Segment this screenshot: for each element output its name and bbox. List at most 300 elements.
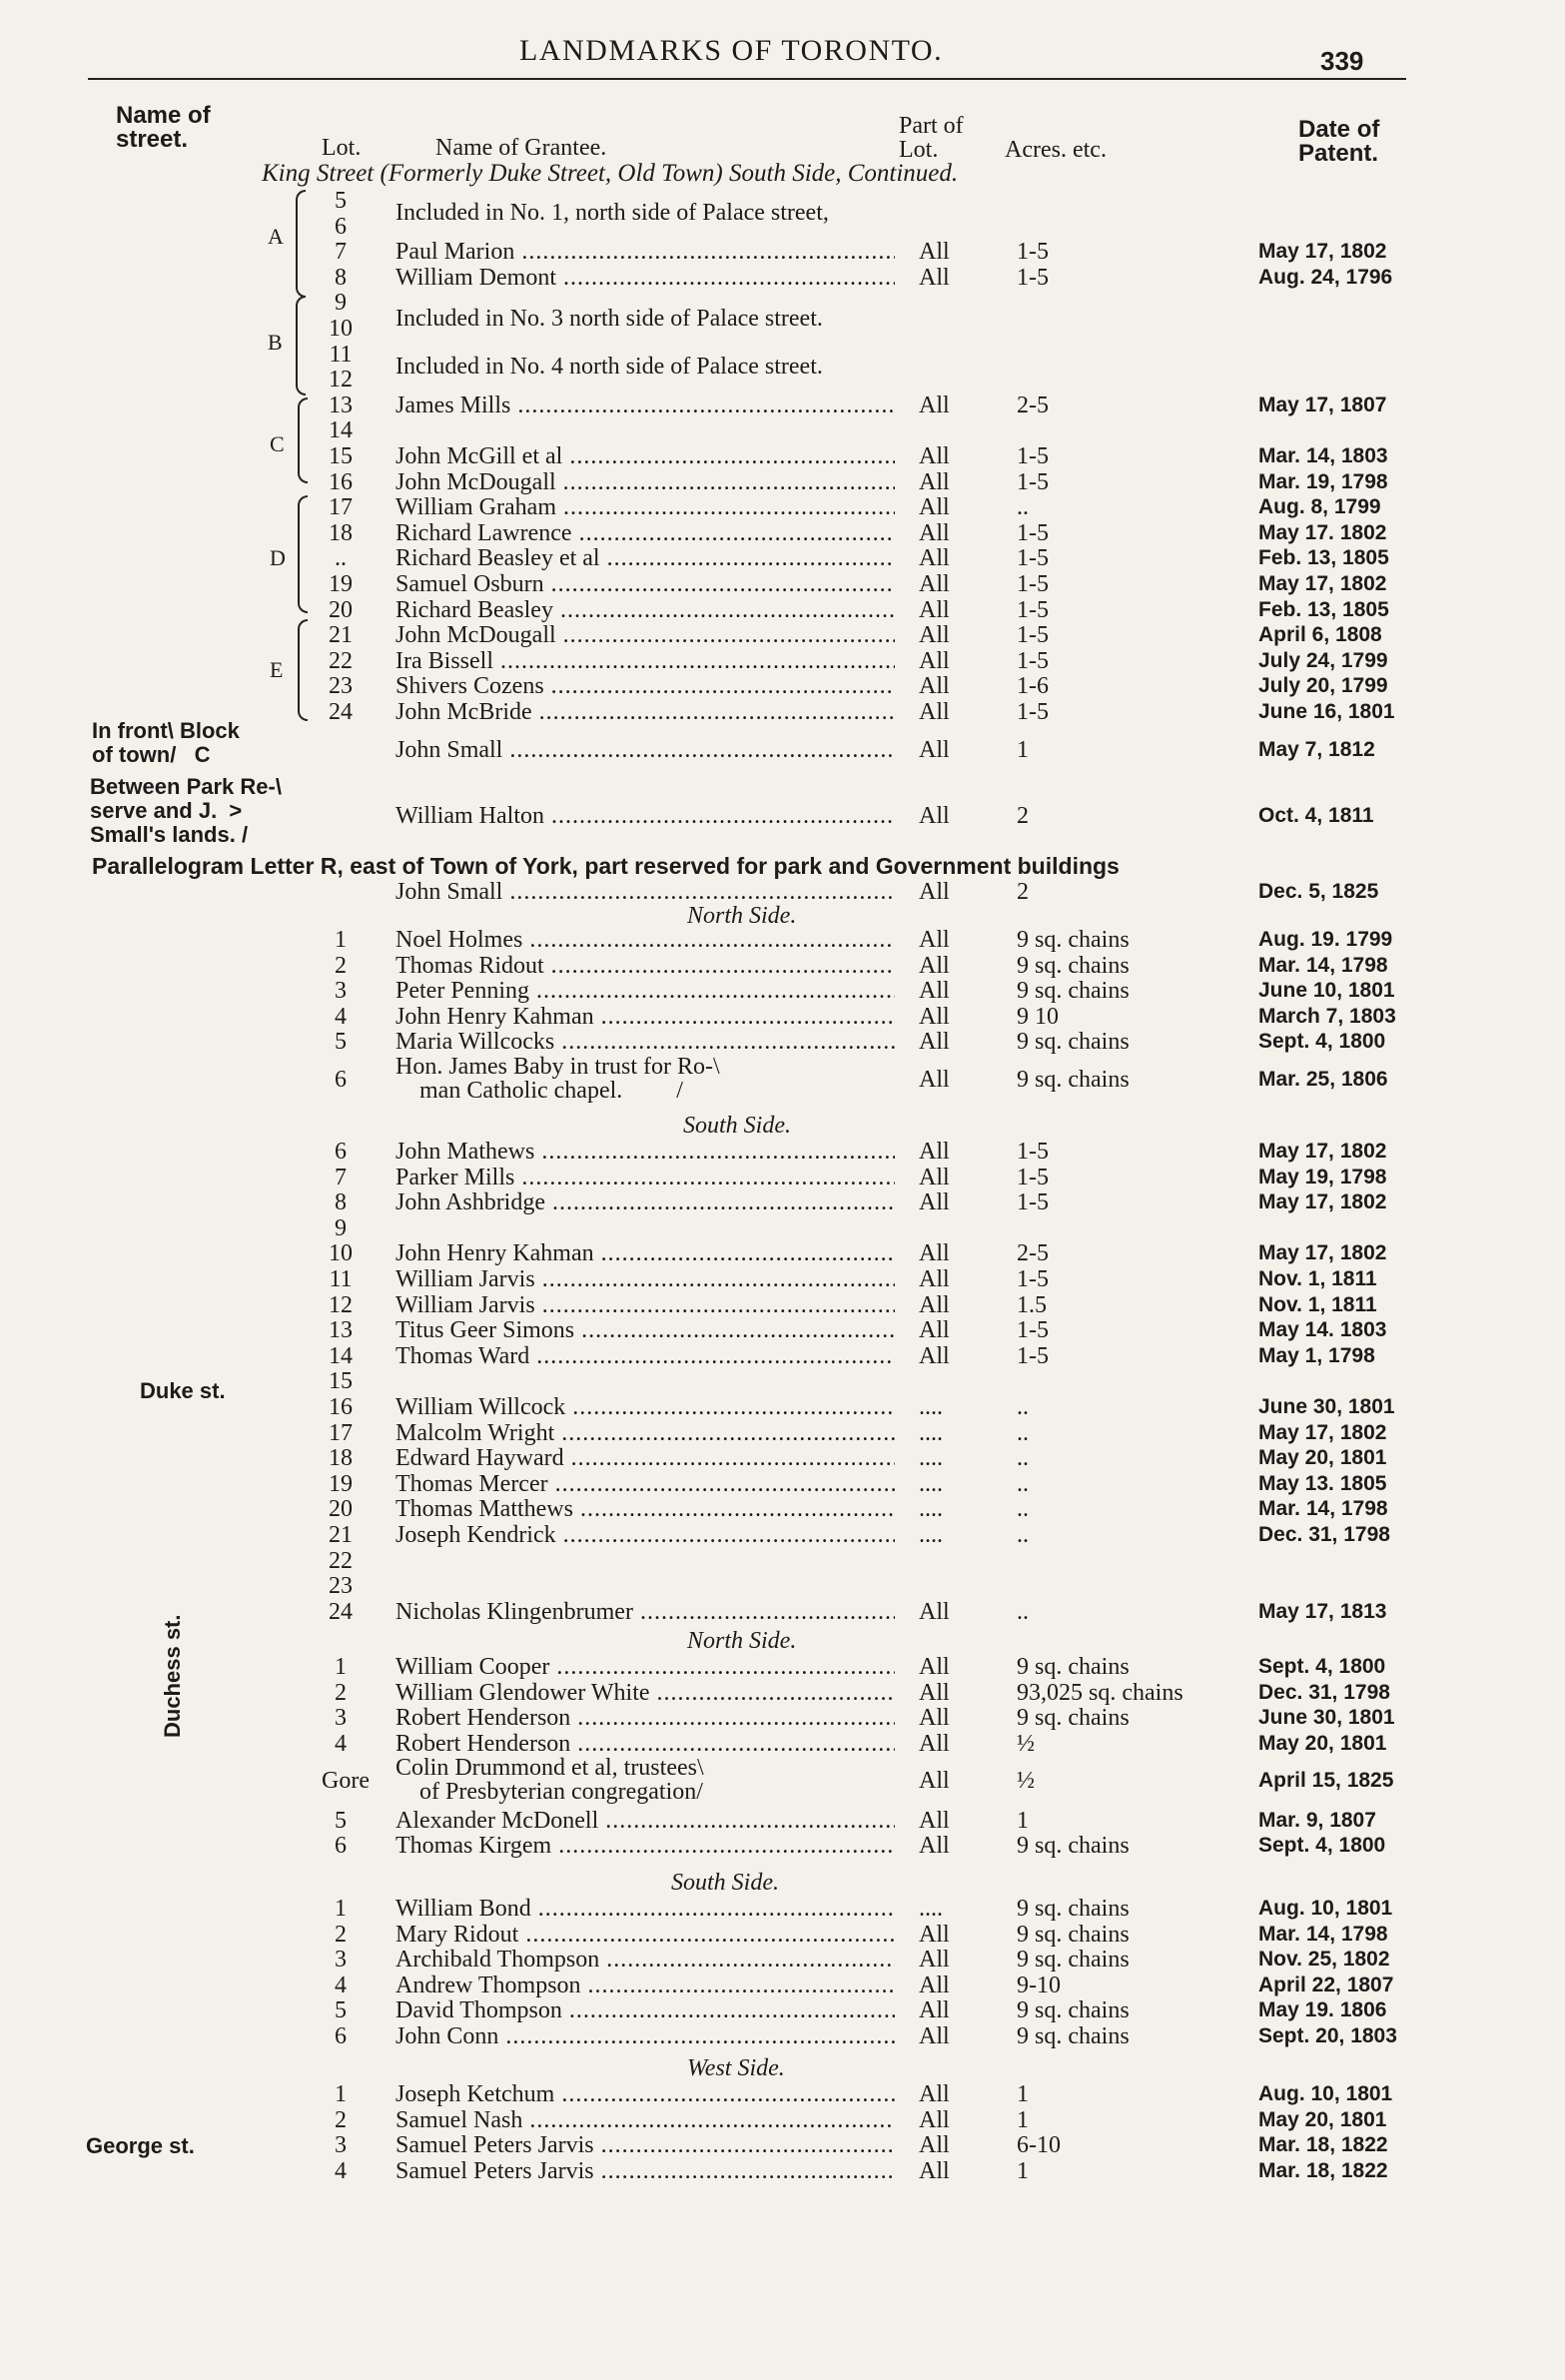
acres: 9 sq. chains	[1017, 1921, 1130, 1948]
part-of-lot: All	[919, 2023, 950, 2049]
acres: ..	[1017, 1470, 1029, 1497]
table-row	[0, 673, 1565, 699]
lot-number: 23	[329, 1573, 353, 1600]
block-letter-d: D	[270, 545, 286, 570]
part-of-lot: ....	[919, 1522, 943, 1548]
part-of-lot: All	[919, 596, 950, 623]
col-lot: Lot.	[322, 135, 362, 161]
lot-number: 22	[329, 647, 353, 674]
grantee-name: William Jarvis .....	[395, 1266, 895, 1292]
lot-number: 5	[335, 188, 347, 214]
lot-number: 15	[329, 1368, 353, 1395]
table-row	[0, 2158, 1565, 2184]
grantee-name: Joseph Kendrick .....	[395, 1522, 895, 1548]
part-of-lot: ....	[919, 1896, 943, 1922]
patent-date: April 15, 1825	[1258, 1769, 1394, 1793]
grantee-name: John Conn .....	[395, 2023, 895, 2049]
patent-date: Mar. 14, 1798	[1258, 953, 1388, 977]
col-date-of-patent: Date of Patent.	[1298, 116, 1380, 167]
patent-date: June 30, 1801	[1258, 1395, 1395, 1418]
patent-date: Mar. 9, 1807	[1258, 1808, 1376, 1832]
acres: 9 sq. chains	[1017, 1067, 1130, 1093]
table-row	[0, 2081, 1565, 2107]
part-of-lot: All	[919, 1947, 950, 1974]
lot-number: 17	[329, 1419, 353, 1446]
patent-date: Sept. 4, 1800	[1258, 1834, 1386, 1858]
lot-number: 3	[335, 2132, 347, 2159]
block-letter-b: B	[268, 330, 283, 355]
subhead-west-side: West Side.	[687, 2055, 785, 2081]
acres: 1	[1017, 737, 1029, 763]
grantee-name: William Willcock .....	[395, 1394, 895, 1420]
table-row	[0, 1394, 1565, 1420]
patent-date: Dec. 5, 1825	[1258, 880, 1379, 903]
patent-date: July 24, 1799	[1258, 648, 1388, 672]
part-of-lot: All	[919, 545, 950, 572]
part-of-lot: All	[919, 1342, 950, 1369]
patent-date: May 14. 1803	[1258, 1318, 1387, 1342]
acres: 9 sq. chains	[1017, 2023, 1130, 2049]
acres: 9 sq. chains	[1017, 978, 1130, 1005]
patent-date: Nov. 1, 1811	[1258, 1267, 1377, 1290]
part-of-lot: All	[919, 2081, 950, 2107]
grantee-name: Mary Ridout .....	[395, 1922, 895, 1948]
lot-number: 4	[335, 2157, 347, 2184]
table-row	[0, 520, 1565, 546]
patent-date: May 20, 1801	[1258, 2107, 1387, 2131]
acres: 1-5	[1017, 571, 1049, 597]
grantee-name: Robert Henderson .....	[395, 1731, 895, 1757]
patent-date: Oct. 4, 1811	[1258, 804, 1374, 827]
patent-date: July 20, 1799	[1258, 674, 1388, 698]
patent-date: May 19. 1806	[1258, 1998, 1387, 2022]
grantee-name: William Graham .....	[395, 494, 895, 520]
grantee-name: Parker Mills .....	[395, 1165, 895, 1190]
acres: 1-5	[1017, 1190, 1049, 1216]
lot-number: 3	[335, 1705, 347, 1732]
grantee-name: John Henry Kahman .....	[395, 1004, 895, 1030]
lot-number: 13	[329, 392, 353, 418]
table-row	[0, 188, 1565, 214]
patent-date: May 20, 1801	[1258, 1446, 1387, 1470]
col-part-of-lot: Part of Lot.	[899, 113, 964, 163]
acres: 1-5	[1017, 1342, 1049, 1369]
lot-number: 4	[335, 1003, 347, 1030]
part-of-lot: All	[919, 392, 950, 418]
patent-date: June 16, 1801	[1258, 700, 1395, 723]
lot-number: 6	[335, 2023, 347, 2049]
part-of-lot: All	[919, 699, 950, 725]
table-row	[0, 214, 1565, 240]
lot-number: 10	[329, 1240, 353, 1267]
table-row	[0, 2023, 1565, 2049]
grantee-name: John McGill et al .....	[395, 443, 895, 469]
acres: 9 sq. chains	[1017, 927, 1130, 953]
grantee-name: Joseph Ketchum .....	[395, 2081, 895, 2107]
patent-date: Aug. 24, 1796	[1258, 265, 1393, 289]
patent-date: Aug. 19. 1799	[1258, 928, 1393, 951]
part-of-lot: All	[919, 571, 950, 597]
patent-date: Sept. 4, 1800	[1258, 1655, 1386, 1678]
part-of-lot: All	[919, 2106, 950, 2133]
grantee-name: Samuel Peters Jarvis .....	[395, 2132, 895, 2158]
patent-date: Mar. 18, 1822	[1258, 2158, 1388, 2182]
table-row	[0, 571, 1565, 597]
table-row	[0, 1705, 1565, 1731]
acres: ..	[1017, 1496, 1029, 1523]
part-of-lot: All	[919, 1972, 950, 1998]
acres: 1	[1017, 2157, 1029, 2184]
lot-number: 23	[329, 673, 353, 700]
patent-date: Dec. 31, 1798	[1258, 1523, 1390, 1546]
acres: 9 sq. chains	[1017, 1947, 1130, 1974]
acres: ..	[1017, 1598, 1029, 1625]
acres: 9 sq. chains	[1017, 952, 1130, 979]
table-row	[0, 622, 1565, 648]
part-of-lot: All	[919, 1291, 950, 1318]
acres: 1-5	[1017, 443, 1049, 469]
grantee-name: William Jarvis .....	[395, 1292, 895, 1318]
grantee-name: William Demont .....	[395, 265, 895, 291]
acres: 1-5	[1017, 699, 1049, 725]
acres: 1-5	[1017, 468, 1049, 495]
acres: 1-5	[1017, 519, 1049, 546]
acres: 9 sq. chains	[1017, 1896, 1130, 1922]
table-row	[0, 1368, 1565, 1394]
part-of-lot: All	[919, 239, 950, 266]
lot-number: 11	[329, 1266, 353, 1292]
table-row	[0, 1317, 1565, 1343]
table-row	[0, 1496, 1565, 1522]
acres: ..	[1017, 1522, 1029, 1548]
part-of-lot: All	[919, 1067, 950, 1093]
lot-number: 1	[335, 927, 347, 953]
part-of-lot: All	[919, 519, 950, 546]
part-of-lot: All	[919, 737, 950, 763]
acres: 93,025 sq. chains	[1017, 1679, 1183, 1706]
patent-date: Aug. 10, 1801	[1258, 2082, 1393, 2105]
table-row	[0, 1215, 1565, 1241]
table-row	[0, 1756, 1565, 1808]
table-row	[0, 1599, 1565, 1625]
part-of-lot: All	[919, 1833, 950, 1860]
part-of-lot: All	[919, 494, 950, 521]
grantee-name: Malcolm Wright .....	[395, 1420, 895, 1446]
table-row	[0, 1997, 1565, 2023]
lot-number: 21	[329, 1522, 353, 1548]
grantee-name: William Halton .....	[395, 803, 895, 829]
part-of-lot: All	[919, 1240, 950, 1267]
lot-number: 19	[329, 571, 353, 597]
table-row	[0, 879, 1565, 905]
part-of-lot: All	[919, 952, 950, 979]
acres: 6-10	[1017, 2132, 1061, 2159]
part-of-lot: All	[919, 1730, 950, 1757]
table-row	[0, 1190, 1565, 1215]
acres: 2	[1017, 879, 1029, 905]
acres: 1-5	[1017, 622, 1049, 649]
col-name-of-street: Name of street.	[116, 102, 211, 153]
lot-number: 5	[335, 1029, 347, 1056]
table-row	[0, 1240, 1565, 1266]
table-row	[0, 1165, 1565, 1190]
patent-date: April 6, 1808	[1258, 623, 1382, 647]
table-row	[0, 1833, 1565, 1859]
lot-number: 20	[329, 1496, 353, 1523]
part-of-lot: All	[919, 1190, 950, 1216]
grantee-name: Samuel Peters Jarvis .....	[395, 2158, 895, 2184]
lot-number: 1	[335, 1654, 347, 1680]
lot-number: 9	[335, 290, 347, 317]
acres: 1-5	[1017, 239, 1049, 266]
part-of-lot: All	[919, 1921, 950, 1948]
acres: 1-5	[1017, 1266, 1049, 1292]
grantee-name: Shivers Cozens .....	[395, 673, 895, 699]
table-row	[0, 239, 1565, 265]
table-row	[0, 342, 1565, 368]
grantee-name: John Small .....	[395, 879, 895, 905]
patent-date: Mar. 14, 1798	[1258, 1497, 1388, 1521]
table-row	[0, 417, 1565, 443]
patent-date: May 17, 1802	[1258, 1190, 1387, 1214]
acres: 1.5	[1017, 1291, 1047, 1318]
lot-number: 14	[329, 417, 353, 444]
acres: 1-6	[1017, 673, 1049, 700]
grantee-name: John Small .....	[395, 737, 895, 763]
part-of-lot: All	[919, 803, 950, 829]
header-rule	[88, 78, 1406, 80]
lot-number: 10	[329, 316, 353, 342]
part-of-lot: ....	[919, 1496, 943, 1523]
lot-number: 6	[335, 1139, 347, 1165]
acres: 2-5	[1017, 1240, 1049, 1267]
street-label-duchess: Duchess st.	[160, 1614, 185, 1738]
part-of-lot: All	[919, 673, 950, 700]
lot-number: 2	[335, 2106, 347, 2133]
parallelogram-note: Parallelogram Letter R, east of Town of York, part reserved for park and Government buildings	[92, 853, 1120, 879]
patent-date: May 17, 1807	[1258, 393, 1387, 416]
grantee-name: David Thompson .....	[395, 1997, 895, 2023]
table-row	[0, 1573, 1565, 1599]
acres: 9 sq. chains	[1017, 1029, 1130, 1056]
patent-date: May 17, 1813	[1258, 1599, 1387, 1623]
grantee-name: Richard Lawrence .....	[395, 520, 895, 546]
col-grantee: Name of Grantee.	[435, 135, 607, 161]
table-row	[0, 737, 1565, 763]
table-row	[0, 1445, 1565, 1471]
grantee-name: John McBride .....	[395, 699, 895, 725]
part-of-lot: All	[919, 1266, 950, 1292]
grantee-name: Samuel Osburn .....	[395, 571, 895, 597]
table-row	[0, 927, 1565, 953]
patent-date: Feb. 13, 1805	[1258, 546, 1389, 570]
grantee-name: John McDougall .....	[395, 469, 895, 495]
part-of-lot: All	[919, 2132, 950, 2159]
acres: 1-5	[1017, 1139, 1049, 1165]
lot-number: 1	[335, 2081, 347, 2107]
table-row	[0, 1548, 1565, 1574]
grantee-name: Thomas Ridout .....	[395, 953, 895, 979]
table-row	[0, 494, 1565, 520]
street-label-george: George st.	[86, 2133, 195, 2158]
table-row	[0, 953, 1565, 979]
patent-date: May 17, 1802	[1258, 1420, 1387, 1444]
grantee-name: Paul Marion .....	[395, 239, 895, 265]
patent-date: Dec. 31, 1798	[1258, 1680, 1390, 1704]
grantee-name: Titus Geer Simons .....	[395, 1317, 895, 1343]
patent-date: Mar. 18, 1822	[1258, 2133, 1388, 2157]
grantee-name: Richard Beasley .....	[395, 597, 895, 623]
acres: 9 sq. chains	[1017, 1654, 1130, 1680]
grantee-name: Hon. James Baby in trust for Ro-\ man Catholic chapel. /	[395, 1054, 720, 1104]
part-of-lot: ....	[919, 1419, 943, 1446]
acres: 1-5	[1017, 1164, 1049, 1190]
patent-date: June 10, 1801	[1258, 979, 1395, 1003]
subhead-south-side: South Side.	[671, 1870, 779, 1896]
patent-date: May 20, 1801	[1258, 1731, 1387, 1755]
table-row	[0, 648, 1565, 674]
table-row	[0, 2132, 1565, 2158]
lot-number: 6	[335, 213, 347, 240]
part-of-lot: All	[919, 879, 950, 905]
table-row	[0, 545, 1565, 571]
table-row	[0, 978, 1565, 1004]
lot-number: 7	[335, 239, 347, 266]
acres: ½	[1017, 1768, 1035, 1795]
block-letter-a: A	[268, 224, 284, 249]
patent-date: Sept. 4, 1800	[1258, 1030, 1386, 1054]
part-of-lot: All	[919, 1679, 950, 1706]
patent-date: Aug. 10, 1801	[1258, 1897, 1393, 1920]
table-row	[0, 1471, 1565, 1497]
part-of-lot: All	[919, 1768, 950, 1795]
part-of-lot: ....	[919, 1394, 943, 1420]
grantee-name: John McDougall .....	[395, 622, 895, 648]
acres: ..	[1017, 1419, 1029, 1446]
lot-number: 1	[335, 1896, 347, 1922]
table-row	[0, 1896, 1565, 1922]
table-row	[0, 1808, 1565, 1834]
street-label-duke: Duke st.	[140, 1378, 226, 1403]
patent-date: May 17, 1802	[1258, 240, 1387, 264]
note-b-included-3: Included in No. 3 north side of Palace street.	[395, 306, 823, 332]
between-park-label: Between Park Re-\ serve and J. > Small's lands. /	[90, 774, 282, 847]
part-of-lot: All	[919, 978, 950, 1005]
patent-date: Mar. 19, 1798	[1258, 469, 1388, 493]
lot-number: 13	[329, 1317, 353, 1344]
lot-number: 21	[329, 622, 353, 649]
lot-number: 2	[335, 952, 347, 979]
part-of-lot: All	[919, 1029, 950, 1056]
table-row	[0, 1292, 1565, 1318]
patent-date: Mar. 14, 1798	[1258, 1922, 1388, 1946]
table-row	[0, 367, 1565, 393]
part-of-lot: All	[919, 1807, 950, 1834]
table-row	[0, 1973, 1565, 1998]
acres: ..	[1017, 1394, 1029, 1420]
lot-number: 6	[335, 1833, 347, 1860]
grantee-name: Nicholas Klingenbrumer .....	[395, 1599, 895, 1625]
patent-date: March 7, 1803	[1258, 1004, 1396, 1028]
grantee-name: Ira Bissell .....	[395, 648, 895, 674]
lot-number: 16	[329, 1394, 353, 1420]
grantee-name: Thomas Matthews .....	[395, 1496, 895, 1522]
part-of-lot: All	[919, 1997, 950, 2024]
grantee-name: Maria Willcocks .....	[395, 1029, 895, 1055]
grantee-name: John Ashbridge .....	[395, 1190, 895, 1215]
table-row	[0, 1004, 1565, 1030]
part-of-lot: All	[919, 1317, 950, 1344]
page-number: 339	[1320, 46, 1364, 76]
lot-number: ..	[335, 545, 347, 572]
subhead-north-side: North Side.	[687, 1628, 797, 1654]
table-row	[0, 469, 1565, 495]
patent-date: April 22, 1807	[1258, 1973, 1394, 1996]
part-of-lot: All	[919, 1003, 950, 1030]
patent-date: May 1, 1798	[1258, 1343, 1375, 1367]
table-row	[0, 1731, 1565, 1757]
section-title: King Street (Formerly Duke Street, Old Town) South Side, Continued.	[262, 160, 959, 187]
patent-date: Mar. 25, 1806	[1258, 1068, 1388, 1091]
grantee-name: William Glendower White .....	[395, 1680, 895, 1706]
grantee-name: Thomas Mercer .....	[395, 1471, 895, 1497]
patent-date: May 19, 1798	[1258, 1165, 1387, 1189]
grantee-name: James Mills .....	[395, 393, 895, 418]
table-row	[0, 1139, 1565, 1165]
part-of-lot: All	[919, 443, 950, 469]
patent-date: Nov. 25, 1802	[1258, 1948, 1390, 1972]
lot-number: 5	[335, 1997, 347, 2024]
grantee-name: Andrew Thompson .....	[395, 1973, 895, 1998]
table-row	[0, 1922, 1565, 1948]
part-of-lot: All	[919, 622, 950, 649]
lot-number: 17	[329, 494, 353, 521]
subhead-north-side: North Side.	[687, 903, 797, 929]
lot-number: 12	[329, 367, 353, 394]
lot-number: 20	[329, 596, 353, 623]
table-row	[0, 597, 1565, 623]
patent-date: May 7, 1812	[1258, 738, 1375, 761]
lot-number: 5	[335, 1807, 347, 1834]
running-head: LANDMARKS OF TORONTO.	[519, 34, 944, 67]
lot-number: 2	[335, 1679, 347, 1706]
patent-date: Mar. 14, 1803	[1258, 444, 1388, 467]
acres: 9 sq. chains	[1017, 1705, 1130, 1732]
patent-date: Sept. 20, 1803	[1258, 2024, 1397, 2047]
grantee-name: Noel Holmes .....	[395, 927, 895, 953]
acres: 2	[1017, 803, 1029, 829]
grantee-name: William Bond .....	[395, 1896, 895, 1922]
part-of-lot: All	[919, 2157, 950, 2184]
lot-number: 2	[335, 1921, 347, 1948]
table-row	[0, 1055, 1565, 1107]
patent-date: May 17, 1802	[1258, 1140, 1387, 1163]
acres: 9-10	[1017, 1972, 1061, 1998]
acres: 1-5	[1017, 545, 1049, 572]
part-of-lot: All	[919, 927, 950, 953]
table-row	[0, 1947, 1565, 1973]
patent-date: May 17, 1802	[1258, 1241, 1387, 1265]
patent-date: Nov. 1, 1811	[1258, 1292, 1377, 1316]
note-b-included-4: Included in No. 4 north side of Palace street.	[395, 354, 823, 380]
part-of-lot: ....	[919, 1445, 943, 1472]
acres: 1	[1017, 1807, 1029, 1834]
part-of-lot: All	[919, 647, 950, 674]
grantee-name: Edward Hayward .....	[395, 1445, 895, 1471]
grantee-name: Thomas Kirgem .....	[395, 1833, 895, 1859]
table-row	[0, 316, 1565, 342]
table-row	[0, 393, 1565, 418]
